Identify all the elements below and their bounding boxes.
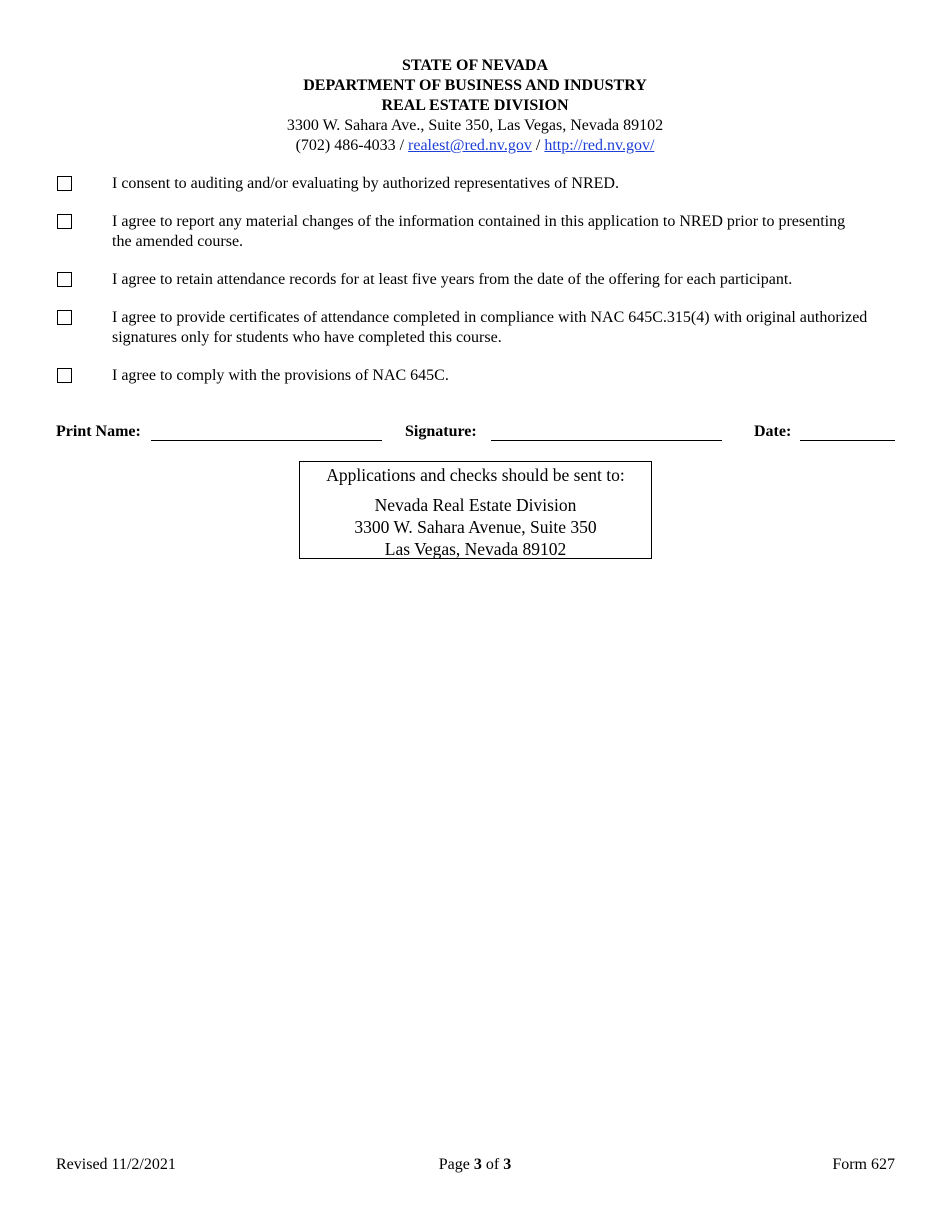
mailing-city-state: Las Vegas, Nevada 89102 — [384, 539, 567, 559]
department-title: DEPARTMENT OF BUSINESS AND INDUSTRY — [303, 77, 647, 94]
page-of-word: of — [485, 1156, 500, 1173]
page-total: 3 — [503, 1156, 512, 1173]
mailing-street: 3300 W. Sahara Avenue, Suite 350 — [354, 517, 597, 537]
signature-field[interactable] — [491, 440, 722, 441]
division-address: 3300 W. Sahara Ave., Suite 350, Las Vegas, Nevada 89102 — [286, 117, 664, 134]
page-indicator — [0, 1155, 950, 1175]
contact-separator: / — [399, 137, 405, 154]
agreement-checkbox-certificates[interactable] — [57, 310, 72, 325]
phone-number: (702) 486-4033 — [295, 137, 396, 154]
email-link[interactable]: realest@red.nv.gov — [408, 137, 532, 154]
agency-header — [0, 56, 950, 156]
mailing-address-box — [299, 461, 652, 559]
agreement-text-audit: I consent to auditing and/or evaluating by authorized representatives of NRED. — [112, 175, 619, 192]
agreement-text-retain-records: I agree to retain attendance records for at least five years from the date of the offering for each participant. — [112, 271, 793, 288]
signature-row — [56, 423, 896, 445]
date-field[interactable] — [800, 440, 895, 441]
mailing-instructions: Applications and checks should be sent to: — [326, 465, 625, 485]
division-title: REAL ESTATE DIVISION — [381, 97, 569, 114]
revision-date: Revised 11/2/2021 — [56, 1156, 176, 1173]
agreement-checkbox-audit[interactable] — [57, 176, 72, 191]
signature-label: Signature: — [405, 423, 477, 440]
contact-separator: / — [535, 137, 541, 154]
agreement-checkbox-retain-records[interactable] — [57, 272, 72, 287]
agreement-text-certificates: I agree to provide certificates of attendance completed in compliance with NAC 645C.315(4) with original authorized signatures only for students who have completed this course. — [112, 309, 868, 346]
agreement-text-report-changes: I agree to report any material changes of the information contained in this application to NRED prior to presenting the amended course. — [112, 213, 846, 250]
agreement-checkbox-report-changes[interactable] — [57, 214, 72, 229]
mailing-recipient: Nevada Real Estate Division — [374, 495, 577, 515]
print-name-field[interactable] — [151, 440, 382, 441]
state-title: STATE OF NEVADA — [401, 57, 549, 74]
form-number: Form 627 — [832, 1156, 895, 1173]
date-label: Date: — [754, 423, 792, 440]
agreement-checkbox-comply-nac[interactable] — [57, 368, 72, 383]
website-link[interactable]: http://red.nv.gov/ — [544, 137, 655, 154]
print-name-label: Print Name: — [56, 423, 141, 440]
page-word: Page — [438, 1156, 470, 1173]
contact-line — [0, 136, 950, 156]
mailing-address — [300, 494, 651, 560]
page-current: 3 — [473, 1156, 482, 1173]
agreement-text-comply-nac: I agree to comply with the provisions of NAC 645C. — [112, 367, 449, 384]
